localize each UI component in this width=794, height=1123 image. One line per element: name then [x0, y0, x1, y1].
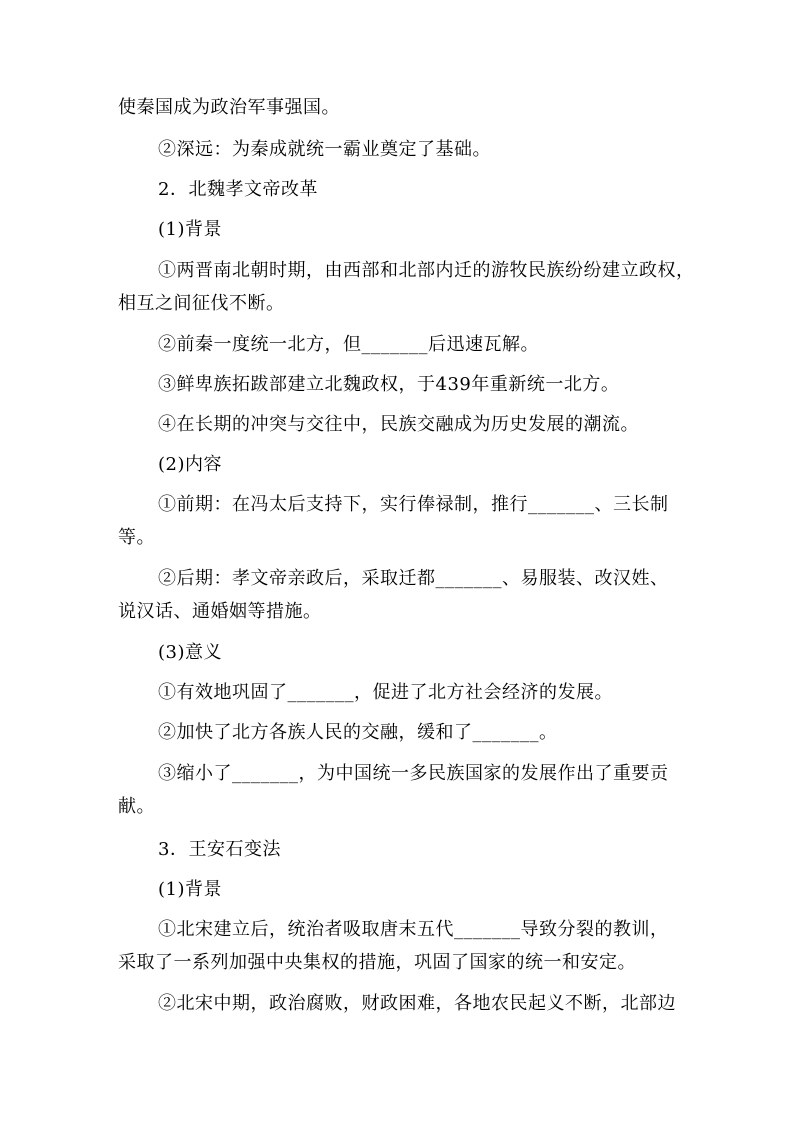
text-line: 说汉话、通婚姻等措施。	[118, 601, 322, 622]
section-heading: 2．北魏孝文帝改革	[158, 179, 318, 200]
text-line: ④在长期的冲突与交往中，民族交融成为历史发展的潮流。	[158, 414, 639, 435]
text-line: ②前秦一度统一北方，但_______后迅速瓦解。	[158, 334, 539, 355]
text-line: 等。	[118, 527, 155, 548]
text-line: 使秦国成为政治军事强国。	[118, 97, 340, 118]
text-line: ①前期：在冯太后支持下，实行俸禄制，推行_______、三长制	[158, 494, 669, 515]
text-line: ①有效地巩固了_______，促进了北方社会经济的发展。	[158, 682, 613, 703]
text-line: 采取了一系列加强中央集权的措施，巩固了国家的统一和安定。	[118, 952, 636, 973]
section-heading: 3．王安石变法	[158, 839, 281, 860]
text-line: ②深远：为秦成就统一霸业奠定了基础。	[158, 139, 491, 160]
text-line: ②后期：孝文帝亲政后，采取迁都_______、易服装、改汉姓、	[158, 568, 669, 589]
subsection-heading: (1)背景	[158, 219, 222, 240]
text-line: ②北宋中期，政治腐败，财政困难，各地农民起义不断，北部边	[158, 993, 676, 1014]
text-line: 献。	[118, 796, 155, 817]
text-line: ①北宋建立后，统治者吸取唐末五代_______导致分裂的教训，	[158, 919, 669, 940]
text-line: 相互之间征伐不断。	[118, 293, 285, 314]
text-line: ①两晋南北朝时期，由西部和北部内迁的游牧民族纷纷建立政权，	[158, 260, 695, 281]
text-line: ③鲜卑族拓跋部建立北魏政权，于439年重新统一北方。	[158, 374, 620, 395]
text-line: ③缩小了_______，为中国统一多民族国家的发展作出了重要贡	[158, 763, 669, 784]
subsection-heading: (1)背景	[158, 879, 222, 900]
subsection-heading: (2)内容	[158, 454, 222, 475]
subsection-heading: (3)意义	[158, 642, 222, 663]
text-line: ②加快了北方各族人民的交融，缓和了_______。	[158, 722, 558, 743]
